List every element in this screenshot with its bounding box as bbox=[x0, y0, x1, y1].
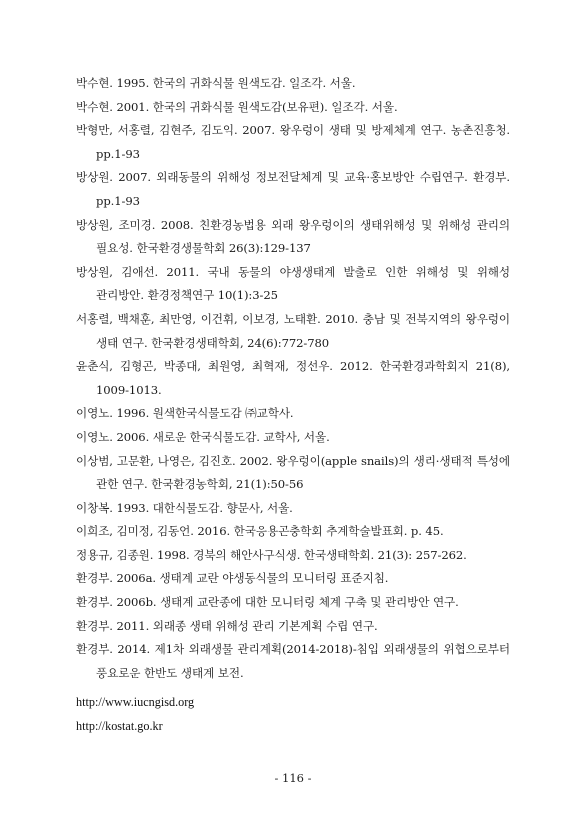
reference-item: 환경부. 2006b. 생태계 교란종에 대한 모니터링 체계 구축 및 관리방안 연구. bbox=[76, 595, 459, 610]
reference-item: 환경부. 2006a. 생태계 교란 야생동식물의 모니터링 표준지침. bbox=[76, 571, 389, 586]
reference-url-kostat: http://kostat.go.kr bbox=[76, 719, 163, 733]
reference-item: 환경부. 2011. 외래종 생태 위해성 관리 기본계획 수립 연구. bbox=[76, 618, 378, 633]
reference-item: 박수현. 1995. 한국의 귀화식물 원색도감. 일조각. 서울. bbox=[76, 76, 356, 90]
reference-item: 정용규, 김종원. 1998. 경북의 해안사구식생. 한국생태학회. 21(3): 257-262. bbox=[76, 547, 467, 562]
reference-item: 이희조, 김미정, 김동언. 2016. 한국응용곤충학회 추계학술발표회. p. 45. bbox=[76, 524, 444, 539]
reference-item: 이창복. 1993. 대한식물도감. 향문사, 서울. bbox=[76, 500, 293, 515]
reference-list bbox=[76, 72, 510, 685]
reference-item: 박수현. 2001. 한국의 귀화식물 원색도감(보유편). 일조각. 서울. bbox=[76, 99, 398, 114]
reference-item: 이상범, 고문환, 나영은, 김진호. 2002. 왕우렁이(apple snails)의 생리·생태적 특성에 관한 연구. 한국환경농학회, 21(1):50-56 bbox=[76, 453, 510, 492]
reference-item: 이영노. 1996. 원색한국식물도감 ㈜교학사. bbox=[76, 406, 294, 421]
reference-item: 이영노. 2006. 새로운 한국식물도감. 교학사, 서울. bbox=[76, 429, 330, 444]
reference-item: 서홍렬, 백채훈, 최만영, 이건휘, 이보경, 노태환. 2010. 충남 및 전북지역의 왕우렁이 생태 연구. 한국환경생태학회, 24(6):772-780 bbox=[76, 311, 510, 350]
reference-item: 환경부. 2014. 제1차 외래생물 관리계획(2014-2018)-침입 외래생물의 위협으로부터 풍요로운 한반도 생태계 보전. bbox=[76, 642, 510, 680]
reference-url-iucngisd: http://www.iucngisd.org bbox=[76, 695, 195, 709]
reference-item: 박형만, 서홍렬, 김현주, 김도익. 2007. 왕우렁이 생태 및 방제체계 연구. 농촌진흥청. pp.1-93 bbox=[76, 123, 510, 161]
reference-item: 윤춘식, 김형곤, 박종대, 최원영, 최혁재, 정선우. 2012. 한국환경과학회지 21(8), 1009-1013. bbox=[76, 359, 510, 397]
reference-item: 방상원, 조미경. 2008. 친환경농법용 외래 왕우렁이의 생태위해성 및 위해성 관리의 필요성. 한국환경생물학회 26(3):129-137 bbox=[76, 217, 510, 256]
reference-item: 방상원, 김애선. 2011. 국내 동물의 야생생태계 발출로 인한 위해성 및 위해성 관리방안. 환경정책연구 10(1):3-25 bbox=[76, 264, 510, 303]
page-number: - 116 - bbox=[274, 771, 312, 785]
reference-item: 방상원. 2007. 외래동물의 위해성 정보전달체계 및 교육·홍보방안 수립연구. 환경부. pp.1-93 bbox=[76, 170, 510, 208]
